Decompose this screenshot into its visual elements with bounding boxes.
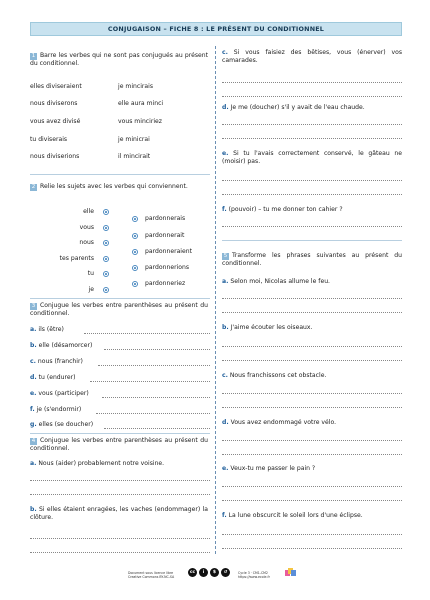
answer-line[interactable]	[222, 407, 402, 408]
ex1-left-item[interactable]: tu diviserais	[30, 136, 68, 143]
exercise-5-number: 5	[223, 253, 228, 259]
ex4-item-d: d. Je me (doucher) s'il y avait de l'eau chaude.	[222, 104, 365, 111]
ex5-item: a. Selon moi, Nicolas allume le feu.	[222, 278, 330, 285]
answer-line[interactable]	[222, 454, 402, 455]
answer-line[interactable]	[222, 180, 402, 181]
verb-connector-dot[interactable]	[132, 233, 138, 239]
ex5-item: e. Veux-tu me passer le pain ?	[222, 465, 316, 472]
creative-commons-icon: cc	[189, 570, 196, 575]
answer-line[interactable]	[30, 494, 210, 495]
answer-line[interactable]	[222, 194, 402, 195]
verb-connector-dot[interactable]	[132, 281, 138, 287]
ex1-right-item[interactable]: je minicrai	[118, 136, 150, 143]
ex1-right-item[interactable]: vous minciriez	[118, 118, 162, 125]
ex3-item: f. je (s'endormir)	[30, 406, 82, 413]
ex5-item: f. La lune obscurcit le soleil lors d'une éclipse.	[222, 512, 363, 519]
exercise-2-text: Relie les sujets avec les verbes qui conviennent.	[40, 183, 188, 190]
ex2-verb: pardonneriez	[145, 280, 186, 287]
subject-connector-dot[interactable]	[103, 209, 109, 215]
answer-line[interactable]	[222, 548, 402, 549]
exercise-4-number: 4	[31, 438, 36, 444]
ex1-right-item[interactable]: je mincirais	[118, 83, 154, 90]
section-divider	[30, 298, 210, 299]
ex3-item: a. ils (être)	[30, 326, 64, 333]
ex1-right-item[interactable]: il mincirait	[118, 153, 151, 160]
ex3-item: d. tu (endurer)	[30, 374, 76, 381]
attribution-icon: i	[199, 568, 208, 577]
subject-connector-dot[interactable]	[103, 240, 109, 246]
answer-line[interactable]	[222, 138, 402, 139]
ex4-item-e: e. Si tu l'avais correctement conservé, le gâteau ne (moisir) pas.	[222, 150, 402, 165]
ex5-item: b. J'aime écouter les oiseaux.	[222, 324, 313, 331]
exercise-5-instruction	[222, 252, 402, 268]
ex2-verb: pardonnerais	[145, 215, 186, 222]
answer-line[interactable]	[30, 538, 210, 539]
exercise-1-instruction	[30, 52, 208, 68]
ex1-left-item[interactable]: elles diviseraient	[30, 83, 82, 90]
page-title: CONJUGAISON – FICHE 8 : LE PRÉSENT DU CONDITIONNEL	[30, 22, 402, 36]
answer-line[interactable]	[222, 440, 402, 441]
answer-line[interactable]	[222, 486, 402, 487]
ex2-subject: tes parents	[59, 255, 94, 262]
ex3-item: b. elle (désamorcer)	[30, 342, 93, 349]
answer-line[interactable]	[96, 413, 210, 414]
ex4-item-f: f. (pouvoir) – tu me donner ton cahier ?	[222, 206, 343, 213]
ex3-item: c. nous (franchir)	[30, 358, 83, 365]
answer-line[interactable]	[90, 381, 210, 382]
answer-line[interactable]	[30, 480, 210, 481]
answer-line[interactable]	[222, 226, 402, 227]
exercise-1-text: Barre les verbes qui ne sont pas conjugués au présent du conditionnel.	[30, 52, 208, 67]
exercise-3-number: 3	[31, 303, 36, 309]
subject-connector-dot[interactable]	[103, 256, 109, 262]
ex2-verb: pardonnerait	[145, 232, 185, 239]
ex2-verb: pardonnerions	[145, 264, 190, 271]
answer-line[interactable]	[104, 428, 210, 429]
ex3-item: e. vous (participer)	[30, 390, 89, 397]
answer-line[interactable]	[222, 360, 402, 361]
answer-line[interactable]	[30, 552, 210, 553]
ex2-subject: je	[88, 286, 94, 293]
answer-line[interactable]	[102, 397, 210, 398]
ex1-right-item[interactable]: elle aura minci	[118, 100, 164, 107]
ex2-subject: vous	[79, 224, 94, 231]
answer-line[interactable]	[222, 124, 402, 125]
ex4-item-b: b. Si elles étaient enragées, les vaches (endommager) la clôture.	[30, 506, 208, 521]
answer-line[interactable]	[222, 312, 402, 313]
exercise-2-number: 2	[31, 184, 36, 190]
answer-line[interactable]	[222, 500, 402, 501]
answer-line[interactable]	[222, 346, 402, 347]
ex2-subject: nous	[79, 239, 94, 246]
answer-line[interactable]	[98, 365, 210, 366]
ex5-item: c. Nous franchissons cet obstacle.	[222, 372, 327, 379]
ex2-verb: pardonneraient	[145, 248, 193, 255]
ex1-left-item[interactable]: vous avez divisé	[30, 118, 81, 125]
answer-line[interactable]	[84, 333, 210, 334]
exercise-5-text: Transforme les phrases suivantes au présent du conditionnel.	[222, 252, 402, 267]
ex5-item: d. Vous avez endommagé votre vélo.	[222, 419, 337, 426]
answer-line[interactable]	[222, 82, 402, 83]
exercise-3-text: Conjugue les verbes entre parenthèses au présent du conditionnel.	[30, 302, 208, 317]
ex2-subject: tu	[87, 270, 94, 277]
verb-connector-dot[interactable]	[132, 216, 138, 222]
publisher-logo-icon	[285, 567, 297, 577]
answer-line[interactable]	[222, 298, 402, 299]
ex4-item-a: a. Nous (aider) probablement notre voisine.	[30, 460, 165, 467]
verb-connector-dot[interactable]	[132, 249, 138, 255]
footer-site-text: Cycle 3 · CM1-CM2 https://www.ecole.fr	[238, 571, 270, 579]
answer-line[interactable]	[222, 534, 402, 535]
answer-line[interactable]	[104, 349, 210, 350]
column-divider	[215, 46, 216, 554]
exercise-4-text: Conjugue les verbes entre parenthèses au présent du conditionnel.	[30, 437, 208, 452]
subject-connector-dot[interactable]	[103, 225, 109, 231]
section-divider	[30, 174, 210, 175]
ex1-left-item[interactable]: nous diviserons	[30, 100, 78, 107]
exercise-4-instruction	[30, 437, 208, 453]
ex4-item-c: c. Si vous faisiez des bêtises, vous (énerver) vos camarades.	[222, 49, 402, 64]
section-divider	[30, 433, 210, 434]
footer-license-text: Document sous licence libre Creative Commons BY-NC-SA	[128, 571, 175, 579]
answer-line[interactable]	[222, 96, 402, 97]
ex1-left-item[interactable]: nous diviserions	[30, 153, 80, 160]
ex2-subject: elle	[83, 208, 94, 215]
exercise-2-instruction	[30, 183, 208, 191]
share-alike-icon: ↺	[221, 568, 230, 577]
verb-connector-dot[interactable]	[132, 265, 138, 271]
answer-line[interactable]	[222, 393, 402, 394]
subject-connector-dot[interactable]	[103, 271, 109, 277]
subject-connector-dot[interactable]	[103, 287, 109, 293]
non-commercial-icon: $	[210, 568, 219, 577]
exercise-1-number: 1	[31, 53, 36, 59]
exercise-3-instruction	[30, 302, 208, 318]
ex3-item: g. elles (se doucher)	[30, 421, 94, 428]
section-divider	[222, 240, 402, 241]
